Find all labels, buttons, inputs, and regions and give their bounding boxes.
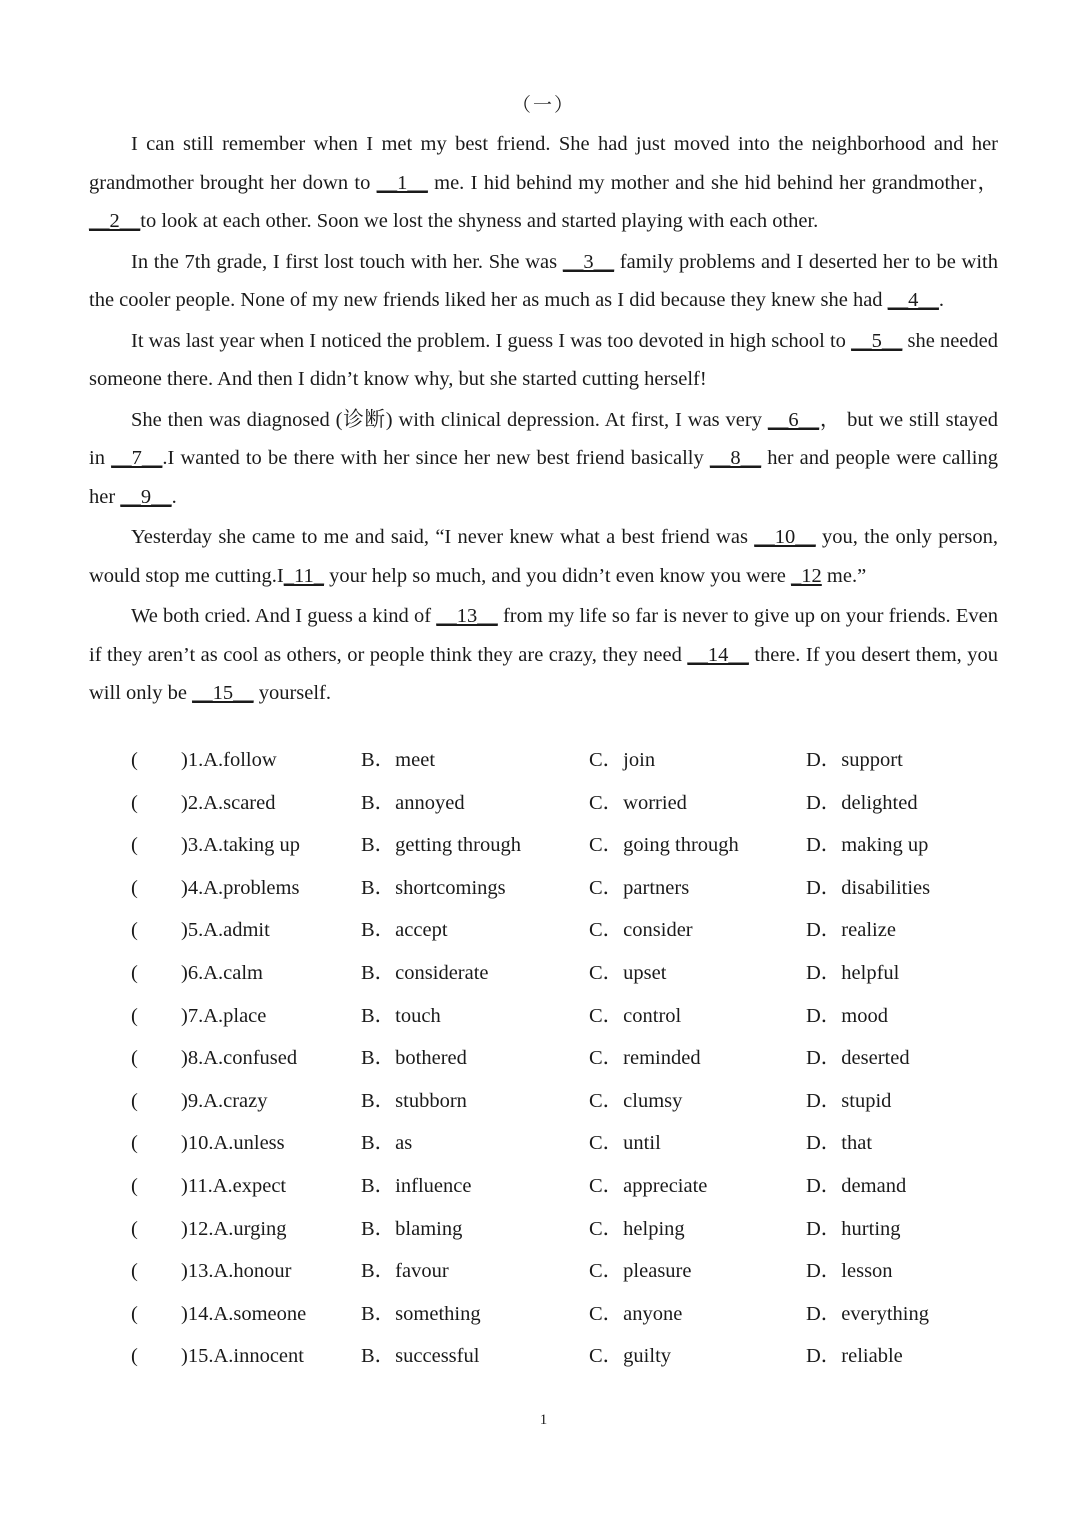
question-option-b: B．bothered [361, 1047, 467, 1070]
question-row [131, 954, 1011, 997]
question-option-b: B．shortcomings [361, 876, 506, 899]
passage-text: she needed someone there. And then I didn’t know why, but she started cutting herself! [89, 329, 998, 390]
question-row [131, 1124, 1011, 1167]
question-option-b: B．accept [361, 919, 448, 942]
question-option-b: B．favour [361, 1260, 449, 1283]
answer-paren: ( [131, 1260, 138, 1283]
answer-blank: __10__ [754, 526, 816, 548]
question-row [131, 1082, 1011, 1125]
question-option-d: D．making up [806, 834, 929, 857]
question-option-d: D．support [806, 749, 903, 771]
question-option-c: C．helping [589, 1217, 685, 1240]
passage-text: We both cried. And I guess a kind of [131, 605, 437, 627]
answer-paren: ( [131, 1174, 138, 1197]
answer-blank: __1__ [376, 171, 428, 194]
question-option-a: )6.A.calm [181, 961, 263, 984]
question-row [131, 1295, 1011, 1338]
answer-blank: __7__ [111, 447, 163, 469]
question-option-a: )11.A.expect [181, 1174, 287, 1197]
question-option-b: B．as [361, 1132, 413, 1155]
question-option-d: D．demand [806, 1174, 907, 1197]
passage-text: there. If you desert them, you will only be [89, 643, 998, 704]
answer-paren: ( [131, 834, 138, 857]
question-row [131, 1210, 1011, 1253]
question-option-c: C．consider [589, 919, 693, 942]
question-option-d: D．stupid [806, 1089, 892, 1112]
question-option-c: C．until [589, 1132, 661, 1155]
question-option-c: C．anyone [589, 1302, 683, 1325]
answer-blank: __14__ [687, 643, 749, 666]
question-row [131, 911, 1011, 954]
passage-text: yourself. [253, 682, 331, 704]
answer-blank: __8__ [709, 447, 762, 469]
question-row [131, 869, 1011, 912]
answer-paren: ( [131, 1004, 138, 1027]
question-option-c: C．going through [589, 834, 739, 857]
question-option-c: C．pleasure [589, 1260, 692, 1283]
question-option-c: C．upset [589, 961, 667, 984]
question-option-d: D．disabilities [806, 876, 931, 899]
question-option-a: )12.A.urging [181, 1217, 287, 1240]
question-option-a: )7.A.place [181, 1004, 267, 1027]
answer-blank: __15__ [192, 682, 254, 704]
passage-text: In the 7th grade, I first lost touch with her. She was [131, 250, 563, 273]
passage-paragraph [89, 243, 998, 320]
passage-text: her and people were calling her [89, 447, 998, 508]
answer-blank: __13__ [436, 605, 498, 627]
answer-paren: ( [131, 1132, 138, 1155]
question-option-b: B．touch [361, 1004, 441, 1027]
question-option-b: B．something [361, 1302, 481, 1325]
passage-text: your help so much, and you didn’t even know you were [323, 564, 792, 587]
answer-paren: ( [131, 749, 138, 771]
passage-text: family problems and I deserted her to be with the cooler people. None of my new friends liked her as much as I did because they knew she had [89, 250, 998, 311]
answer-paren: ( [131, 1047, 138, 1070]
question-option-a: )9.A.crazy [181, 1089, 268, 1112]
question-option-b: B．influence [361, 1174, 472, 1197]
question-option-a: )8.A.confused [181, 1047, 298, 1070]
question-option-d: D．mood [806, 1004, 888, 1027]
question-option-c: C．clumsy [589, 1089, 683, 1112]
question-option-c: C．appreciate [589, 1174, 708, 1197]
passage-text: She then was diagnosed (诊断) with clinical depression. At first, I was very [131, 408, 768, 431]
question-option-c: C．guilty [589, 1345, 672, 1368]
passage-text: . [171, 485, 177, 508]
cloze-passage [89, 125, 998, 715]
question-row [131, 826, 1011, 869]
question-row [131, 741, 1011, 784]
question-option-a: )10.A.unless [181, 1132, 285, 1155]
question-option-a: )15.A.innocent [181, 1345, 304, 1368]
passage-text: ， but we still stayed in [89, 408, 998, 469]
passage-paragraph [89, 125, 998, 241]
answer-blank: __2__ [89, 210, 141, 232]
passage-text: me. I hid behind my mother and she hid behind her grandmother， [427, 171, 998, 194]
answer-blank: _11_ [283, 564, 324, 587]
question-option-b: B．stubborn [361, 1089, 467, 1112]
question-list [131, 741, 1011, 1380]
passage-paragraph [89, 401, 998, 517]
question-option-b: B．considerate [361, 961, 489, 984]
answer-paren: ( [131, 791, 138, 814]
passage-text: . [938, 289, 945, 311]
question-row [131, 1337, 1011, 1380]
question-option-a: )14.A.someone [181, 1302, 307, 1325]
answer-blank: __3__ [562, 250, 615, 273]
question-option-d: D．deserted [806, 1047, 910, 1070]
question-option-a: )5.A.admit [181, 919, 270, 942]
answer-paren: ( [131, 1089, 138, 1112]
question-option-c: C．partners [589, 876, 690, 899]
question-row [131, 997, 1011, 1040]
answer-blank: _12 [791, 564, 822, 587]
question-row [131, 784, 1011, 827]
answer-paren: ( [131, 919, 138, 942]
passage-text: I can still remember when I met my best friend. She had just moved into the neighborhood and her grandmother brought her down to [89, 133, 998, 194]
question-option-c: C．join [589, 749, 656, 771]
page-number: 1 [539, 1412, 548, 1428]
question-option-a: )1.A.follow [181, 749, 277, 771]
answer-paren: ( [131, 876, 138, 899]
answer-paren: ( [131, 961, 138, 984]
question-option-b: B．annoyed [361, 791, 465, 814]
answer-blank: __9__ [120, 485, 172, 508]
question-option-b: B．successful [361, 1345, 480, 1368]
answer-blank: __4__ [887, 289, 939, 311]
question-option-d: D．that [806, 1132, 873, 1155]
passage-paragraph [89, 322, 998, 399]
question-option-a: )13.A.honour [181, 1260, 292, 1283]
passage-text: Yesterday she came to me and said, “I never knew what a best friend was [131, 526, 755, 548]
question-row [131, 1039, 1011, 1082]
question-option-d: D．delighted [806, 791, 918, 814]
question-option-a: )3.A.taking up [181, 834, 300, 857]
question-row [131, 1252, 1011, 1295]
question-option-d: D．hurting [806, 1217, 901, 1240]
passage-text: to look at each other. Soon we lost the shyness and started playing with each other. [140, 210, 819, 232]
question-option-d: D．everything [806, 1302, 929, 1325]
question-option-c: C．reminded [589, 1047, 701, 1070]
question-option-b: B．getting through [361, 834, 522, 857]
answer-blank: __5__ [851, 329, 903, 352]
answer-paren: ( [131, 1217, 138, 1240]
question-option-d: D．helpful [806, 961, 900, 984]
passage-paragraph [89, 597, 998, 713]
question-option-a: )2.A.scared [181, 791, 276, 814]
answer-blank: __6__ [767, 408, 820, 431]
section-title: （一） [511, 95, 575, 116]
question-option-d: D．lesson [806, 1260, 893, 1283]
question-option-d: D．reliable [806, 1345, 903, 1368]
question-option-a: )4.A.problems [181, 876, 300, 899]
question-option-b: B．meet [361, 749, 436, 771]
passage-text: me.” [821, 564, 867, 587]
passage-paragraph [89, 518, 998, 595]
question-option-c: C．control [589, 1004, 682, 1027]
question-row [131, 1167, 1011, 1210]
answer-paren: ( [131, 1345, 138, 1368]
answer-paren: ( [131, 1302, 138, 1325]
passage-text: .I wanted to be there with her since her new best friend basically [162, 447, 710, 469]
question-option-d: D．realize [806, 919, 896, 942]
passage-text: from my life so far is never to give up on your friends. Even if they aren’t as cool as others, or people think they are crazy, they need [89, 605, 998, 666]
passage-text: you, the only person, would stop me cutting.I [89, 526, 998, 587]
passage-text: It was last year when I noticed the problem. I guess I was too devoted in high school to [131, 329, 852, 352]
question-option-b: B．blaming [361, 1217, 463, 1240]
question-option-c: C．worried [589, 791, 687, 814]
